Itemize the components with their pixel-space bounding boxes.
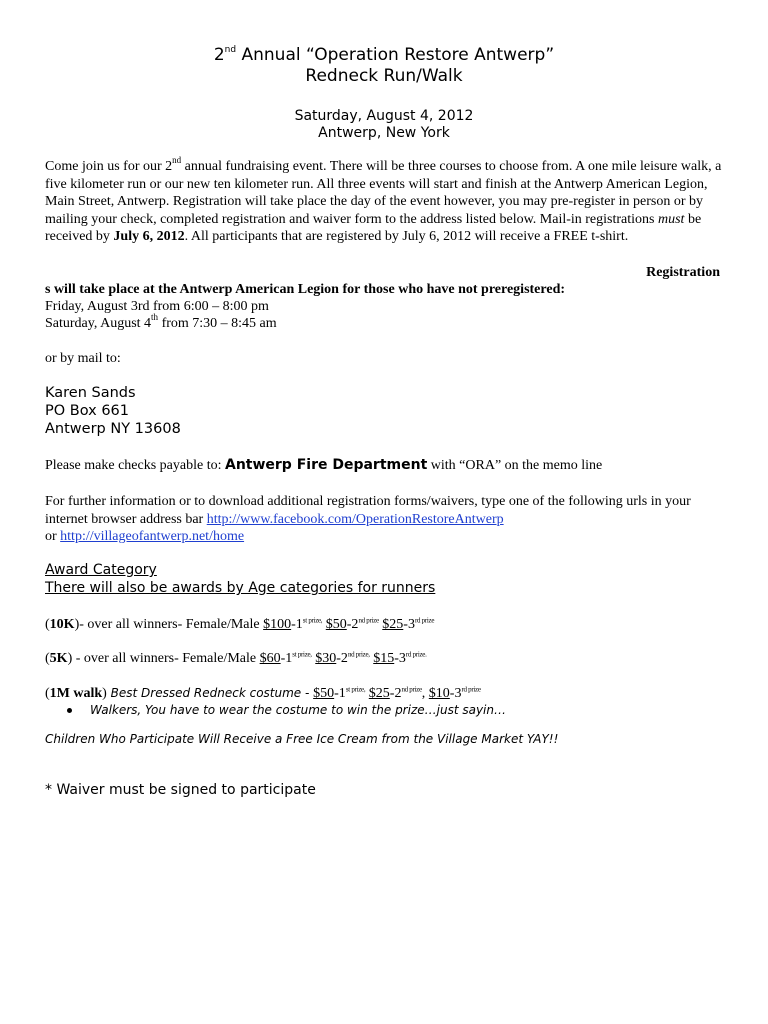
walkers-note: Walkers, You have to wear the costume to win the prize…just sayin… — [90, 703, 506, 717]
village-link[interactable]: http://villageofantwerp.net/home — [60, 529, 245, 544]
checks-payable: Please make checks payable to: Antwerp Fire Department with “ORA” on the memo line — [45, 457, 603, 473]
registration-heading: Registration — [646, 265, 720, 280]
facebook-link[interactable]: http://www.facebook.com/OperationRestoreAntwerp — [206, 511, 504, 527]
info-or-line: or http://villageofantwerp.net/home — [45, 529, 245, 544]
award-age-subheading: There will also be awards by Age categories for runners — [45, 580, 436, 596]
waiver-note: * Waiver must be signed to participate — [45, 782, 316, 798]
info-paragraph: For further information or to download additional registration forms/waivers, type one of the following urls in your internet browser address bar http://www.facebook.com/OperationRestoreAntwerp — [45, 494, 691, 527]
address-city: Antwerp NY 13608 — [45, 421, 181, 437]
award-category-heading: Award Category — [45, 562, 157, 578]
address-name: Karen Sands — [45, 385, 136, 401]
intro-paragraph: Come join us for our 2nd annual fundraising event. There will be three courses to choose from. A one mile leisure walk, a five kilometer run or our new ten kilometer run. All three events will start and finish at the Antwerp American Legion, Main Street, Antwerp. Registration will take place the day of the event however, you may pre-register in person or by mailing your check, completed registration and waiver form to the address listed below. Mail-in registrations must be received by July 6, 2012. All participants that are registered by July 6, 2012 will receive a FREE t-shirt. — [45, 155, 722, 245]
registration-saturday: Saturday, August 4th from 7:30 – 8:45 am — [45, 312, 277, 331]
event-title: 2nd Annual “Operation Restore Antwerp” — [213, 45, 555, 65]
award-10k-line: (10K)- over all winners- Female/Male $\$100-1^{st prize,}$ $\$50-2^{nd prize}$ $\$25-3^{rd prize}$ — [45, 616, 435, 632]
registration-friday: Friday, August 3rd from 6:00 – 8:00 pm — [45, 299, 269, 314]
by-mail-label: or by mail to: — [45, 351, 121, 366]
award-5k-line: (5K) - over all winners- Female/Male $\$60-1^{st prize,}$ $\$30-2^{nd prize,}$ $\$15-3^{rd prize.}$ — [45, 650, 427, 666]
event-date: Saturday, August 4, 2012 — [294, 108, 474, 124]
event-subtitle: Redneck Run/Walk — [305, 66, 463, 86]
payee-name: Antwerp Fire Department — [224, 457, 428, 473]
bullet-icon — [67, 708, 72, 713]
address-po-box: PO Box 661 — [45, 403, 130, 419]
award-walk-line: (1M walk) Best Dressed Redneck costume - $\$50-1^{st prize,}$ $\$25-2^{nd prize}$, $\$10-3^{rd prize}$ — [45, 685, 481, 701]
registration-heading-continued: s will take place at the Antwerp American Legion for those who have not preregistered: — [45, 282, 566, 297]
children-note: Children Who Participate Will Receive a Free Ice Cream from the Village Market YAY!! — [45, 732, 559, 746]
event-location: Antwerp, New York — [318, 125, 450, 141]
